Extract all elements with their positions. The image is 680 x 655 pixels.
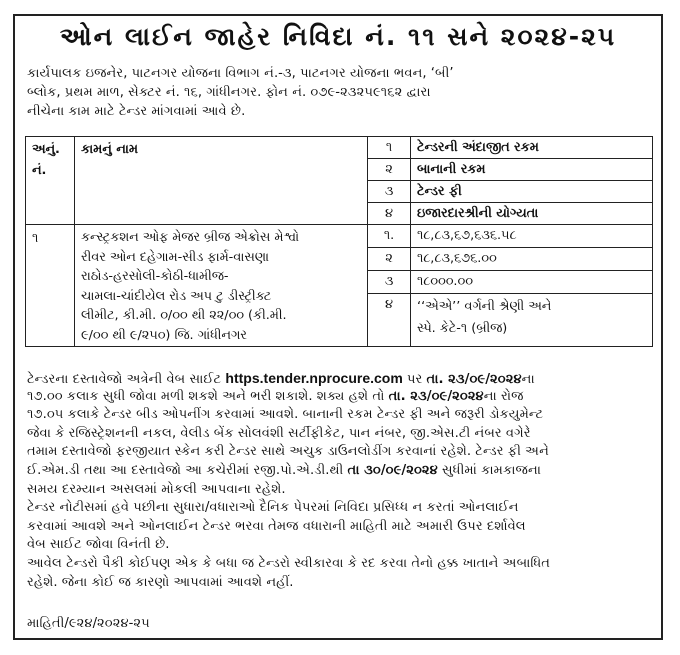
header-label-tender-fee: ટેન્ડર ફી: [411, 181, 653, 203]
work-line: ચામલા-ચાંદીયેલ રોડ અપ ટુ ડીસ્ટ્રીક્ટ: [81, 288, 272, 304]
eligibility-line: સ્પે. કેટે-૧ (બ્રીજ): [417, 321, 508, 336]
row-serial: ૧: [26, 225, 75, 347]
header-row-number: ૧: [368, 137, 411, 159]
instruction-line: તમામ દસ્તાવેજો ફરજીયાત સ્કેન કરી ટેન્ડર સાથે અચુક ડાઉનલોડીંગ કરવાનાં રહેશે. ટેન્ડર ફી અને: [27, 444, 549, 460]
col-header-serial: અનું. નં.: [26, 137, 75, 225]
instruction-line: જેવા કે રજિસ્ટ્રેશનની નકલ, વેલીડ બેંક સોલવંશી સર્ટીફીકેટ, પાન નંબર, જી.એસ.ટી નંબર વગેરે: [27, 425, 531, 441]
instruction-line: વેબ સાઈટ જોવા વિનંતી છે.: [27, 537, 170, 553]
instruction-line: [27, 388, 651, 407]
header-row-number: ૩: [368, 181, 411, 203]
text: ઈ.એમ.ડી તથા આ દસ્તાવેજો આ કચેરીમાં રજી.પો.એ.ડી.થી: [27, 462, 348, 478]
intro-line: નીચેના કામ માટે ટેન્ડર માંગવામાં આવે છે.: [27, 104, 246, 119]
instruction-line: કરવામાં આવશે અને ઓનલાઈન ટેન્ડર ભરવા તેમજ વધારાની માહિતી માટે અમારી ઉપર દર્શાવેલ: [27, 518, 526, 534]
header-row-number: ૪: [368, 203, 411, 225]
header-label-eligibility: ઇજારદારશ્રીની યોગ્યતા: [411, 203, 653, 225]
submission-date: તા ૩૦/૦૯/૨૦૨૪: [347, 462, 438, 478]
work-line: લીમીટ, કી.મી. ૦/૦૦ થી ૨૨/૦૦ (કી.મી.: [81, 308, 287, 323]
instruction-line: [27, 369, 651, 388]
instruction-line: આવેલ ટેન્ડરો પૈકી કોઈપણ એક કે બધા જ ટેન્ડરો સ્વીકારવા કે રદ કરવા તેનો હક્ક ખાતાને અબાધિત: [27, 555, 551, 571]
header-row-number: ૨: [368, 159, 411, 181]
col-header-work: કામનું નામ: [75, 137, 368, 225]
opening-date: તા. ૨૩/૦૯/૨૦૨૪: [388, 388, 484, 404]
work-line: રીવર ઓન દહેગામ-સીડ ફાર્મ-વાસણા: [81, 249, 270, 265]
instruction-line: રહેશે. જેના કોઈ જ કારણો આપવામાં આવશે નહીં.: [27, 574, 294, 590]
intro-line: બ્લોક, પ્રથમ માળ, સેક્ટર નં. ૧૬, ગાંધીનગર. ફોન નં. ૦૭૯-૨૩૨૫૯૧૬૨ દ્વારા: [27, 85, 431, 100]
reference-number: માહિતી/૯૨૪/૨૦૨૪-૨૫: [27, 616, 150, 631]
instruction-line: ૧૭.૦૫ કલાકે ટેન્ડર બીડ ઓપનીંગ કરવામાં આવશે. બાનાની રકમ ટેન્ડર ફી અને જરૂરી ડોકયુમેન્ટ: [27, 407, 544, 423]
tender-instructions: [27, 369, 651, 592]
tender-website-link[interactable]: https.tender.nprocure.com: [225, 370, 403, 386]
text: ૧૭.૦૦ કલાક સુધી જોવા મળી શકશે અને ભરી શકાશે. શક્ય હશે તો: [27, 388, 389, 404]
intro-paragraph: [27, 64, 649, 121]
eligibility-line: ‘‘એએ’’ વર્ગની શ્રેણી અને: [417, 299, 552, 314]
deadline-date: તા. ૨૩/૦૯/૨૦૨૪: [426, 372, 522, 387]
work-line: કન્સ્ટ્રકશન ઓફ મેજર બ્રીજ એક્રોસ મેશ્વો: [81, 230, 300, 245]
text: ના: [521, 372, 535, 387]
eligibility-value: [411, 294, 653, 347]
text: પર: [402, 372, 427, 387]
work-description: [75, 225, 368, 347]
work-line: ૯/૦૦ થી ૯/૨૫૦) જિ. ગાંધીનગર: [81, 327, 247, 343]
value-row-number: ૧.: [368, 225, 411, 248]
earnest-money-value: ૧૮,૮૩,૬૭૬.૦૦: [411, 248, 653, 271]
text: સુધીમાં કામકાજના: [437, 462, 542, 478]
intro-line: કાર્યપાલક ઇજનેર, પાટનગર યોજના વિભાગ નં.-૩, પાટનગર યોજના ભવન, ‘બી’: [27, 66, 454, 81]
header-label-earnest-money: બાનાની રકમ: [411, 159, 653, 181]
estimated-amount-value: ૧૮,૮૩,૬૭,૬૩૬.૫૮: [411, 225, 653, 248]
value-row-number: ૪: [368, 294, 411, 347]
value-row-number: ૩: [368, 271, 411, 294]
tender-fee-value: ૧૮૦૦૦.૦૦: [411, 271, 653, 294]
text: ના રોજ: [483, 388, 524, 404]
value-row-number: ૨: [368, 248, 411, 271]
header-label-estimated-amount: ટેન્ડરની અંદાજીત રકમ: [411, 137, 653, 159]
tender-table: [25, 136, 653, 347]
work-line: રાઠોડ-હરસોલી-કોઠી-ધામીજ-: [81, 269, 229, 284]
text: ટેન્ડરના દસ્તાવેજો અત્રેની વેબ સાઈટ: [27, 372, 226, 387]
instruction-line: ટેન્ડર નોટીસમાં હવે પછીના સુધારા/વધારાઓ દૈનિક પેપરમાં નિવિદા પ્રસિધ્ધ ન કરતાં ઓનલાઈન: [27, 500, 519, 516]
instruction-line: [27, 462, 651, 481]
notice-title: ઓન લાઈન જાહેર નિવિદા નં. ૧૧ સને ૨૦૨૪-૨૫: [59, 22, 617, 51]
tender-notice: [13, 14, 663, 640]
instruction-line: સમય દરમ્યાન અસલમાં મોકલી આપવાના રહેશે.: [27, 481, 286, 497]
